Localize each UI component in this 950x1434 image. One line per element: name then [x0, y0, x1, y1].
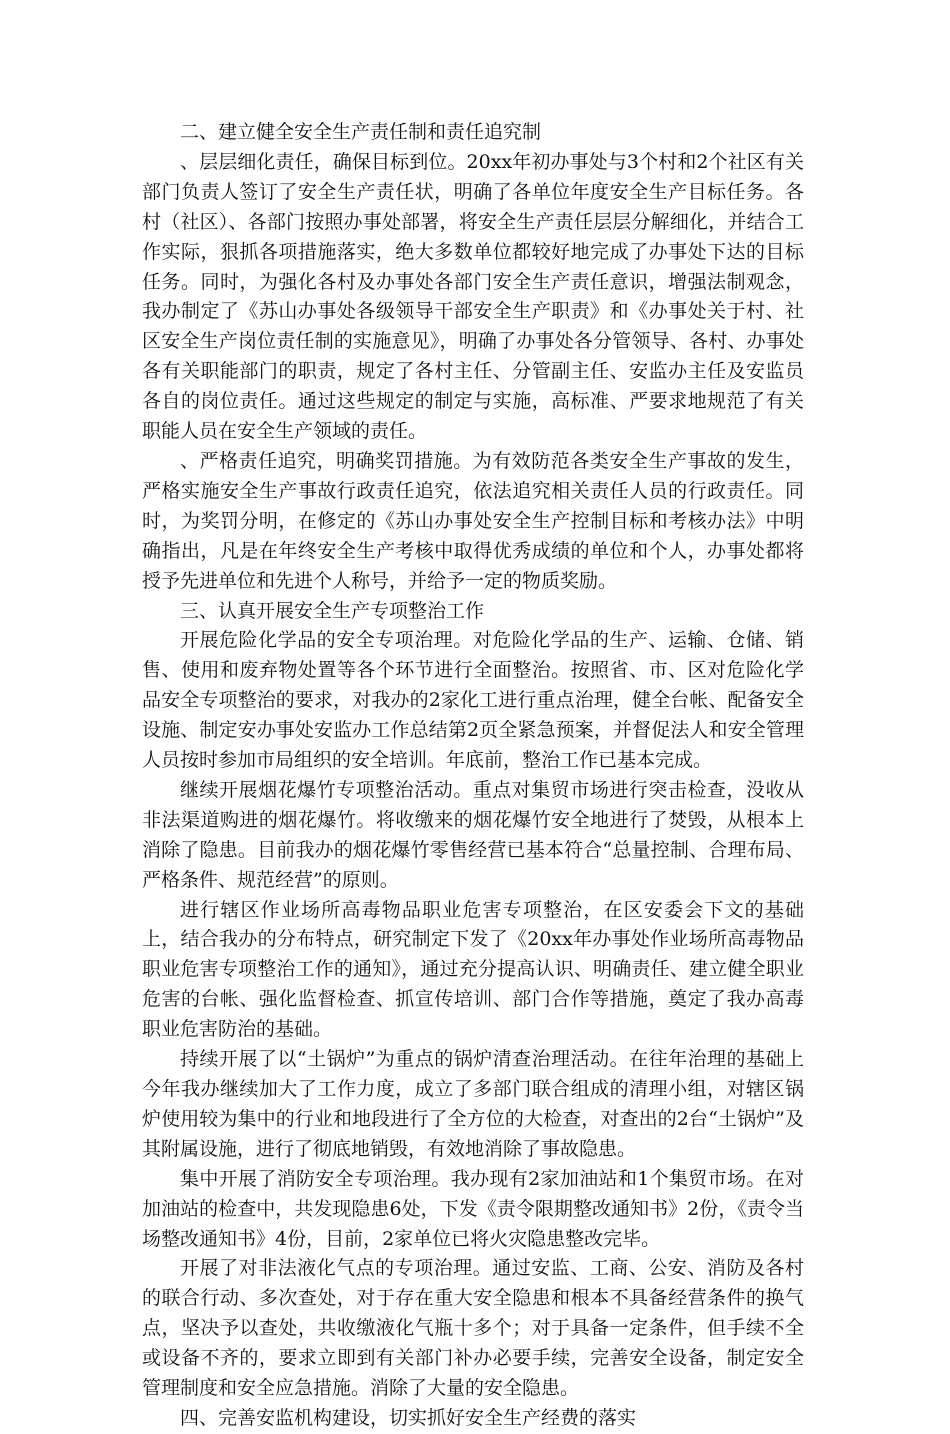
- paragraph-lpg-points: 开展了对非法液化气点的专项治理。通过安监、工商、公安、消防及各村的联合行动、多次查处，对于存在重大安全隐患和根本不具备经营条件的换气点，坚决予以查处，共收缴液化气瓶十多个；对于具备一定条件，但手续不全或设备不齐的，要求立即到有关部门补办必要手续，完善安全设备，制定安全管理制度和安全应急措施。消除了大量的安全隐患。: [142, 1257, 804, 1400]
- section-heading-3: 三、认真开展安全生产专项整治工作: [180, 599, 485, 622]
- paragraph-occupational-hazards: 进行辖区作业场所高毒物品职业危害专项整治，在区安委会下文的基础上，结合我办的分布特点，研究制定下发了《20xx年办事处作业场所高毒物品职业危害专项整治工作的通知》，通过充分提高认识、明确责任、建立健全职业危害的台帐、强化监督检查、抓宣传培训、部门合作等措施，奠定了我办高毒职业危害防治的基础。: [142, 898, 804, 1041]
- paragraph-boilers: 持续开展了以“土锅炉”为重点的锅炉清查治理活动。在往年治理的基础上今年我办继续加大了工作力度，成立了多部门联合组成的清理小组，对辖区锅炉使用较为集中的行业和地段进行了全方位的大检查，对查出的2台“土锅炉”及其附属设施，进行了彻底地销毁，有效地消除了事故隐患。: [142, 1048, 804, 1160]
- paragraph-fire-safety: 集中开展了消防安全专项治理。我办现有2家加油站和1个集贸市场。在对加油站的检查中，共发现隐患6处，下发《责令限期整改通知书》2份，《责令当场整改通知书》4份，目前，2家单位已将火灾隐患整改完毕。: [142, 1167, 804, 1250]
- paragraph-responsibility-refinement: 、层层细化责任，确保目标到位。20xx年初办事处与3个村和2个社区有关部门负责人签订了安全生产责任状，明确了各单位年度安全生产目标任务。各村（社区）、各部门按照办事处部署，将安全生产责任层层分解细化，并结合工作实际，狠抓各项措施落实，绝大多数单位都较好地完成了办事处下达的目标任务。同时，为强化各村及办事处各部门安全生产责任意识，增强法制观念，我办制定了《苏山办事处各级领导干部安全生产职责》和《办事处关于村、社区安全生产岗位责任制的实施意见》，明确了办事处各分管领导、各村、办事处各有关职能部门的职责，规定了各村主任、分管副主任、安监办主任及安监员各自的岗位责任。通过这些规定的制定与实施，高标准、严要求地规范了有关职能人员在安全生产领域的责任。: [142, 150, 804, 443]
- paragraph-hazardous-chemicals: 开展危险化学品的安全专项治理。对危险化学品的生产、运输、仓储、销售、使用和废弃物处置等各个环节进行全面整治。按照省、市、区对危险化学品安全专项整治的要求，对我办的2家化工进行重点治理，健全台帐、配备安全设施、制定安办事处安监办工作总结第2页全紧急预案，并督促法人和安全管理人员按时参加市局组织的安全培训。年底前，整治工作已基本完成。: [142, 629, 804, 772]
- document-body: [142, 118, 804, 1434]
- section-heading-2: 二、建立健全安全生产责任制和责任追究制: [180, 121, 542, 143]
- section-heading-4: 四、完善安监机构建设，切实抓好安全生产经费的落实: [180, 1406, 637, 1429]
- paragraph-fireworks: 继续开展烟花爆竹专项整治活动。重点对集贸市场进行突击检查，没收从非法渠道购进的烟花爆竹。将收缴来的烟花爆竹安全地进行了焚毁，从根本上消除了隐患。目前我办的烟花爆竹零售经营已基本符合“总量控制、合理布局、严格条件、规范经营”的原则。: [142, 778, 804, 891]
- paragraph-accountability: 、严格责任追究，明确奖罚措施。为有效防范各类安全生产事故的发生，严格实施安全生产事故行政责任追究，依法追究相关责任人员的行政责任。同时，为奖罚分明，在修定的《苏山办事处安全生产控制目标和考核办法》中明确指出，凡是在年终安全生产考核中取得优秀成绩的单位和个人，办事处都将授予先进单位和先进个人称号，并给予一定的物质奖励。: [142, 449, 804, 592]
